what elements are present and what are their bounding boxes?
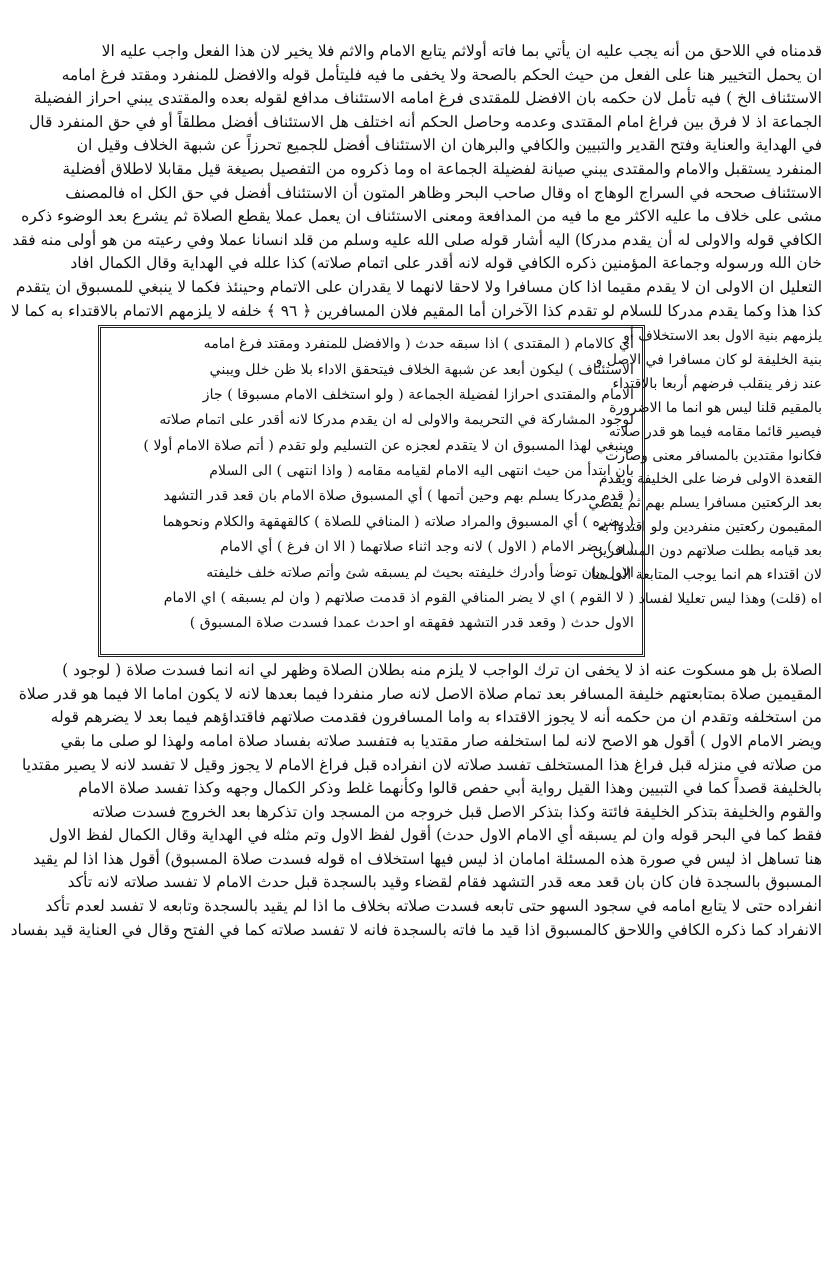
document-page (10, 40, 822, 1060)
box-line: لوجود المشاركة في التحريمة والاولى له ان يقدم مدركا لانه أقدر على اتمام صلاته (159, 412, 634, 429)
side-line: عند زفر ينقلب فرضهم أربعا بالاقتداء (612, 375, 822, 392)
text-line: المنفرد يستقبل والامام والمقتدى يبني صيانة لفضيلة الجماعة اه وما ذكروه من التفصيل بصيغة قيل مقابلا لاطلاق أفضلية (62, 159, 822, 178)
text-line: من استخلفه وتقدم ان من حكمه أنه لا يجوز الاقتداء به واما المسافرون فقدمت صلاتهم فاقتداؤهم فيما بعد لا يضرهم قوله (50, 708, 822, 727)
main-text-box (98, 325, 645, 657)
text-line: المسبوق بالسجدة فان كان بان قعد معه قدر التشهد فقام لقضاء وقيد بالسجدة قبل حدث الامام لا تفسد صلاته لانه تأكد (67, 873, 822, 892)
side-line: المقيمون ركعتين منفردين ولو اقتدوا به (597, 519, 822, 536)
middle-section (70, 325, 822, 659)
box-line: بان ابتدأ من حيث انتهى اليه الامام لقيامه مقامه ( واذا انتهى ) الى السلام (209, 463, 634, 480)
side-line: يلزمهم بنية الاول بعد الاستخلاف أو (623, 328, 822, 345)
text-line: الكافي قوله والاولى له أن يقدم مدركا) اليه أشار قوله صلى الله عليه وسلم من قلد انسانا عملا وفي رعيته من هو أولى منه فقد (12, 230, 822, 249)
text-line: انفراده حتى لا يتابع امامه في سجود السهو حتى تابعه فسدت صلاته بخلاف ما اذا لم يقيد بالسجدة وتابعه لا تفسد لعدم تأكد (45, 897, 822, 916)
text-line-with-page-number: كذا هذا وكما يقدم مدركا للسلام لو تقدم كذا الآخران أما المقيم فلان المسافرين ﴿ ٩٦ ﴾ خلفه لا يلزمهم الاتمام بالاقتداء به كما لا (10, 301, 822, 320)
text-line: فقط كما في البحر قوله وان لم يسبقه أي الامام الاول حدث) أقول لفظ الاول وتم مثله في الهداية وقال الكمال لفظ الاول (49, 826, 822, 845)
box-line: ( لا القوم ) اي لا يضر المنافي القوم اذ قدمت صلاتهم ( وان لم يسبقه ) اي الامام (163, 590, 634, 607)
side-line: بنية الخليفة لو كان مسافرا في الاصل و (595, 352, 822, 369)
text-line: مشى على خلاف ما عليه الاكثر مع ما فيه من المدافعة ومعنى الاستئناف ان يعمل عملا يقطع الصلاة ثم يشرع بعد الوضوء ذكره (21, 207, 822, 226)
box-line: أي كالامام ( المقتدى ) اذا سبقه حدث ( والافضل للمنفرد ومقتد فرغ امامه (203, 336, 634, 353)
text-line: خان الله ورسوله وجماعة المؤمنين ذكره الكافي قوله لانه أقدر على اتمام صلاته) كذا علله في الهداية وقال الكمال افاد (70, 254, 822, 273)
text-line: بالخليفة قصداً كما في التبيين وهذا القيل رواية أبي حفص قالوا وكأنهما غلط وذكر الكمال وجهه وكذا تفسد صلاة الامام (78, 779, 822, 798)
text-line: هنا تساهل اذ ليس في صورة هذه المسئلة امامان اذ ليس فيها استخلاف اه قوله فسدت صلاة المسبوق) أقول هذا اذا لم يقيد (32, 849, 822, 868)
text-line: من صلاته في منزله قبل فراغ هذا المستخلف تفسد صلاته لان انفراده قبل فراغ الامام لا يجوز وقيل لا تفسد لانه لا يصير مقتديا (21, 755, 822, 774)
side-line: بعد قيامه بطلت صلاتهم دون المسافرين (592, 543, 822, 560)
commentary-top (10, 40, 822, 323)
text-line: الصلاة بل هو مسكوت عنه اذ لا يخفى ان ترك الواجب لا يلزم منه بطلان الصلاة وظهر لي انه انما فسدت صلاة ( لوجود ) (62, 661, 822, 680)
box-line: الاول بان توضأ وأدرك خليفته بحيث لم يسبقه شئ وأتم صلاته خلف خليفته (206, 564, 634, 581)
text-line: الاستئناف الخ ) فيه تأمل لان حكمه بان الافضل للمقتدى فرغ امامه الاستئناف مدافع لقوله بعده والمقتدى يبني احراز الفضيلة (33, 89, 822, 108)
side-line: اه (قلت) وهذا ليس تعليلا لفساد (638, 590, 822, 607)
text-line: والقوم والخليفة بتذكر الخليفة فائتة وكذا بتذكر الاصل قبل خروجه من المسجد وان تذكرها بعد الخروج فسدت صلاته (92, 802, 822, 821)
text-line: الاستئناف صححه في السراج الوهاج اه وقال صاحب البحر وظاهر المتون أن الاستئناف أفضل في حق الكل اه فالمصنف (65, 183, 822, 202)
box-line: الامام والمقتدى احرازا لفضيلة الجماعة ( ولو استخلف الامام مسبوقا ) جاز (202, 386, 634, 403)
box-line: ( قدم مدركا يسلم بهم وحين أتمها ) أي المسبوق صلاة الامام بان قعد قدر التشهد (163, 488, 634, 505)
side-line: لان اقتداء هم انما يوجب المتابعة الى هنا (590, 567, 822, 584)
text-line: التعليل ان الاولى ان لا يقدم مقيما اذا كان مسافرا ولا لاحقا لانهما لا يقدران على الاتمام وحينئذ فكما لا ينبغي للمسبوق ان يتقدم (15, 277, 822, 296)
text-line: قدمناه في اللاحق من أنه يجب عليه ان يأتي بما فاته أولاثم يتابع الامام والاثم فلا يخير لان هذا الفعل واجب عليه الا (101, 42, 822, 60)
text-line: في الهداية والعناية وفتح القدير والتبيين والكافي والبرهان ان الاستئناف أفضل للجميع تحرزاً عن شبهة الخلاف وقيل ان (76, 136, 822, 155)
box-line: الاستئناف ) ليكون أبعد عن شبهة الخلاف فيتحقق الاداء بلا ظن خلل ويبني (209, 361, 634, 378)
side-line: فيصير قائما مقامه فيما هو قدر صلاته (608, 423, 822, 440)
text-line: المقيمين صلاة بمتابعتهم خليفة المسافر بعد تمام صلاة الاصل لانه صار منفردا فيما بعدها لانه لا يكون اماما الا فيما هو قدر صلاة (18, 684, 822, 703)
commentary-side-column (588, 325, 822, 612)
side-line: فكانوا مقتدين بالمسافر معنى وصارت (605, 447, 822, 464)
commentary-bottom (10, 659, 822, 942)
side-line: القعدة الاولى فرضا على الخليفة ويقدم (598, 471, 822, 488)
text-line: ويضر الامام الاول ) أقول هو الاصح لانه لما استخلفه صار مقتديا به فتفسد صلاته بفساد صلاة امامه ولهذا لو صلى ما بقي (60, 731, 822, 750)
text-line: الجماعة اذ لا فرق بين فراغ امام المقتدى وعدمه وحاصل الحكم أنه اختلف هل الاستئناف أفضل مطلقاً أو في حق المنفرد قال (28, 112, 822, 131)
box-line: ( يضره ) أي المسبوق والمراد صلاته ( المنافي للصلاة ) كالقهقهة والكلام ونحوهما (162, 513, 634, 530)
side-line: بالمقيم قلنا ليس هو انما ما الاضرورة (609, 399, 822, 416)
side-line: بعد الركعتين مسافرا يسلم بهم ثم يقضي (588, 495, 822, 512)
text-line: ان يحمل التخيير هنا على الفعل من حيث الحكم بالصحة ولا يخفى ما فيه فليتأمل قوله والافضل للمنفرد ومقتد فرغ امامه (61, 65, 822, 84)
box-line: الاول حدث ( وقعد قدر التشهد فقهقه او احدث عمدا فسدت صلاة المسبوق ) (189, 615, 634, 632)
text-line: الانفراد كما ذكره الكافي واللاحق كالمسبوق اذا قيد ما فاته بالسجدة فانه لا تفسد صلاته كما في الفتح وقال في العناية قيد بفساد (10, 920, 822, 939)
box-line: ( و ) يضر الامام ( الاول ) لانه وجد اثناء صلاتهما ( الا ان فرغ ) أي الامام (220, 539, 634, 556)
box-line: وينبغي لهذا المسبوق ان لا يتقدم لعجزه عن التسليم ولو تقدم ( أتم صلاة الامام أولا ) (143, 437, 634, 454)
